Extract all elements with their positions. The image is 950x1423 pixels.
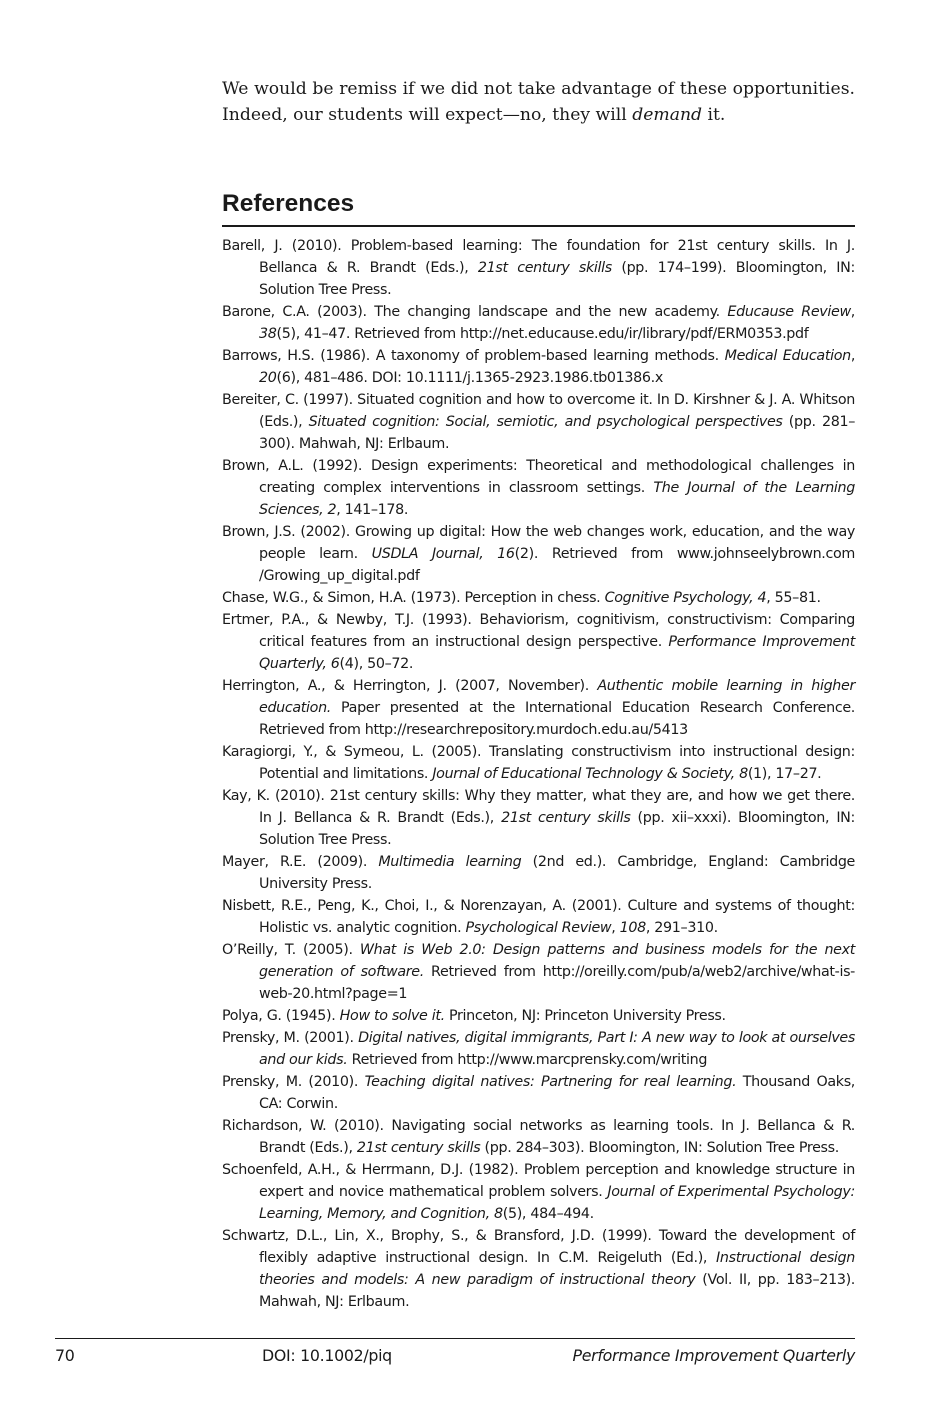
reference-text: (Vol. II, pp. 183–213). Mahwah, NJ: Erlbaum. [259, 1272, 855, 1310]
reference-entry [222, 301, 855, 345]
reference-title: 21st century skills [356, 1140, 481, 1156]
reference-title: Situated cognition: Social, semiotic, and psychological perspectives [308, 414, 783, 430]
reference-entry [222, 609, 855, 675]
reference-text: Barell, J. (2010). Problem-based learning: The foundation for 21st century skills. In J. Bellanca & R. Brandt (Eds.), [222, 238, 855, 276]
reference-title: The Journal of the Learning Sciences, 2 [259, 480, 855, 518]
reference-text: O’Reilly, T. (2005). [222, 942, 360, 958]
reference-title: 21st century skills [477, 260, 612, 276]
reference-entry [222, 785, 855, 851]
reference-text: Richardson, W. (2010). Navigating social networks as learning tools. In J. Bellanca & R. Brandt (Eds.), [222, 1118, 855, 1156]
reference-text: (2nd ed.). Cambridge, England: Cambridge University Press. [259, 854, 855, 892]
reference-text: Mayer, R.E. (2009). [222, 854, 379, 870]
reference-entry [222, 1115, 855, 1159]
reference-list [222, 235, 855, 1313]
reference-title: Teaching digital natives: Partnering for real learning. [364, 1074, 737, 1090]
reference-entry [222, 521, 855, 587]
reference-title: Journal of Educational Technology & Society, 8 [432, 766, 748, 782]
reference-text: , 55–81. [766, 590, 821, 606]
footer-doi: DOI: 10.1002/piq [262, 1346, 392, 1365]
reference-text: Princeton, NJ: Princeton University Press. [444, 1008, 726, 1024]
reference-text: Bereiter, C. (1997). Situated cognition and how to overcome it. In D. Kirshner & J. A. Whitson (Eds.), [222, 392, 855, 430]
reference-entry [222, 235, 855, 301]
reference-title: How to solve it. [339, 1008, 445, 1024]
intro-paragraph [222, 76, 855, 128]
reference-entry [222, 1071, 855, 1115]
references-heading: References [222, 187, 855, 227]
reference-text: (4), 50–72. [339, 656, 414, 672]
reference-entry [222, 675, 855, 741]
reference-text: Brown, A.L. (1992). Design experiments: Theoretical and methodological challenges in creating complex interventions in classroom settings. [222, 458, 855, 496]
reference-entry [222, 455, 855, 521]
reference-text: (pp. xii–xxxi). Bloomington, IN: Solution Tree Press. [259, 810, 855, 848]
reference-text: Brown, J.S. (2002). Growing up digital: How the web changes work, education, and the way people learn. [222, 524, 855, 562]
reference-title: Cognitive Psychology, 4 [604, 590, 767, 606]
reference-text: Kay, K. (2010). 21st century skills: Why they matter, what they are, and how we get there. In J. Bellanca & R. Brandt (Eds.), [222, 788, 855, 826]
reference-entry [222, 1159, 855, 1225]
reference-text: Retrieved from http://www.marcprensky.com/writing [347, 1052, 708, 1068]
reference-entry [222, 741, 855, 785]
reference-entry [222, 939, 855, 1005]
reference-entry [222, 587, 855, 609]
reference-title: Medical Education [724, 348, 851, 364]
footer-journal: Performance Improvement Quarterly [572, 1346, 855, 1365]
reference-text: (5), 41–47. Retrieved from http://net.educause.edu/ir/library/pdf/ERM0353.pdf [276, 326, 809, 342]
reference-title: What is Web 2.0: Design patterns and business models for the next generation of software. [259, 942, 855, 980]
reference-text: (6), 481–486. DOI: 10.1111/j.1365-2923.1986.tb01386.x [276, 370, 663, 386]
reference-text: , [611, 920, 620, 936]
reference-text: Chase, W.G., & Simon, H.A. (1973). Perception in chess. [222, 590, 605, 606]
reference-title: Instructional design theories and models: A new paradigm of instructional theory [259, 1250, 855, 1288]
reference-title: Psychological Review [465, 920, 612, 936]
footer-rule [55, 1338, 855, 1339]
reference-text: Schwartz, D.L., Lin, X., Brophy, S., & Bransford, J.D. (1999). Toward the development of flexibly adaptive instructional design. In C.M. Reigeluth (Ed.), [222, 1228, 855, 1266]
intro-emphasis: demand [632, 105, 703, 125]
reference-text: (pp. 284–303). Bloomington, IN: Solution Tree Press. [480, 1140, 839, 1156]
reference-entry [222, 1005, 855, 1027]
reference-text: Prensky, M. (2010). [222, 1074, 365, 1090]
reference-title: Authentic mobile learning in higher education. [259, 678, 855, 716]
reference-text: , 141–178. [336, 502, 409, 518]
reference-entry [222, 895, 855, 939]
reference-title: Digital natives, digital immigrants, Part I: A new way to look at ourselves and our kids. [259, 1030, 855, 1068]
reference-entry [222, 389, 855, 455]
intro-text-2: it. [702, 105, 726, 125]
reference-title: Journal of Experimental Psychology: Learning, Memory, and Cognition, 8 [259, 1184, 855, 1222]
reference-title: 21st century skills [501, 810, 631, 826]
reference-text: Prensky, M. (2001). [222, 1030, 359, 1046]
reference-title: 38 [259, 326, 277, 342]
reference-entry [222, 1027, 855, 1071]
reference-entry [222, 1225, 855, 1313]
reference-entry [222, 345, 855, 389]
reference-text: Herrington, A., & Herrington, J. (2007, November). [222, 678, 598, 694]
reference-title: 108 [619, 920, 646, 936]
reference-text: Thousand Oaks, CA: Corwin. [259, 1074, 855, 1112]
reference-text: (pp. 281–300). Mahwah, NJ: Erlbaum. [259, 414, 855, 452]
reference-text: Nisbett, R.E., Peng, K., Choi, I., & Norenzayan, A. (2001). Culture and systems of thought: Holistic vs. analytic cognition. [222, 898, 855, 936]
reference-text: (1), 17–27. [747, 766, 822, 782]
reference-text: Barrows, H.S. (1986). A taxonomy of problem-based learning methods. [222, 348, 725, 364]
reference-text: Paper presented at the International Education Research Conference. Retrieved from http://researchrepository.murdoch.edu.au/5413 [259, 700, 855, 738]
reference-title: 20 [259, 370, 277, 386]
reference-text: Karagiorgi, Y., & Symeou, L. (2005). Translating constructivism into instructional design: Potential and limitations. [222, 744, 855, 782]
reference-text: Barone, C.A. (2003). The changing landscape and the new academy. [222, 304, 728, 320]
reference-entry [222, 851, 855, 895]
page-number: 70 [55, 1346, 75, 1365]
reference-text: , [850, 348, 856, 364]
reference-text: Retrieved from http://oreilly.com/pub/a/web2/archive/what-is-web-20.html?page=1 [259, 964, 855, 1002]
reference-text: , [850, 304, 855, 320]
intro-text-1: We would be remiss if we did not take advantage of these opportunities. Indeed, our students will expect—no, they will [222, 79, 855, 125]
reference-title: Educause Review [727, 304, 851, 320]
reference-title: Performance Improvement Quarterly, 6 [259, 634, 855, 672]
reference-text: (5), 484–494. [502, 1206, 594, 1222]
reference-text: , 291–310. [645, 920, 718, 936]
reference-text: Schoenfeld, A.H., & Herrmann, D.J. (1982). Problem perception and knowledge structure in expert and novice mathematical problem solvers. [222, 1162, 855, 1200]
reference-title: Multimedia learning [378, 854, 522, 870]
reference-text: Polya, G. (1945). [222, 1008, 340, 1024]
reference-title: USDLA Journal, 16 [371, 546, 515, 562]
reference-text: Ertmer, P.A., & Newby, T.J. (1993). Behaviorism, cognitivism, constructivism: Comparing critical features from an instructional design perspective. [222, 612, 855, 650]
reference-text: (2). Retrieved from www.johnseelybrown.com /Growing_up_digital.pdf [259, 546, 855, 584]
reference-text: (pp. 174–199). Bloomington, IN: Solution Tree Press. [259, 260, 855, 298]
